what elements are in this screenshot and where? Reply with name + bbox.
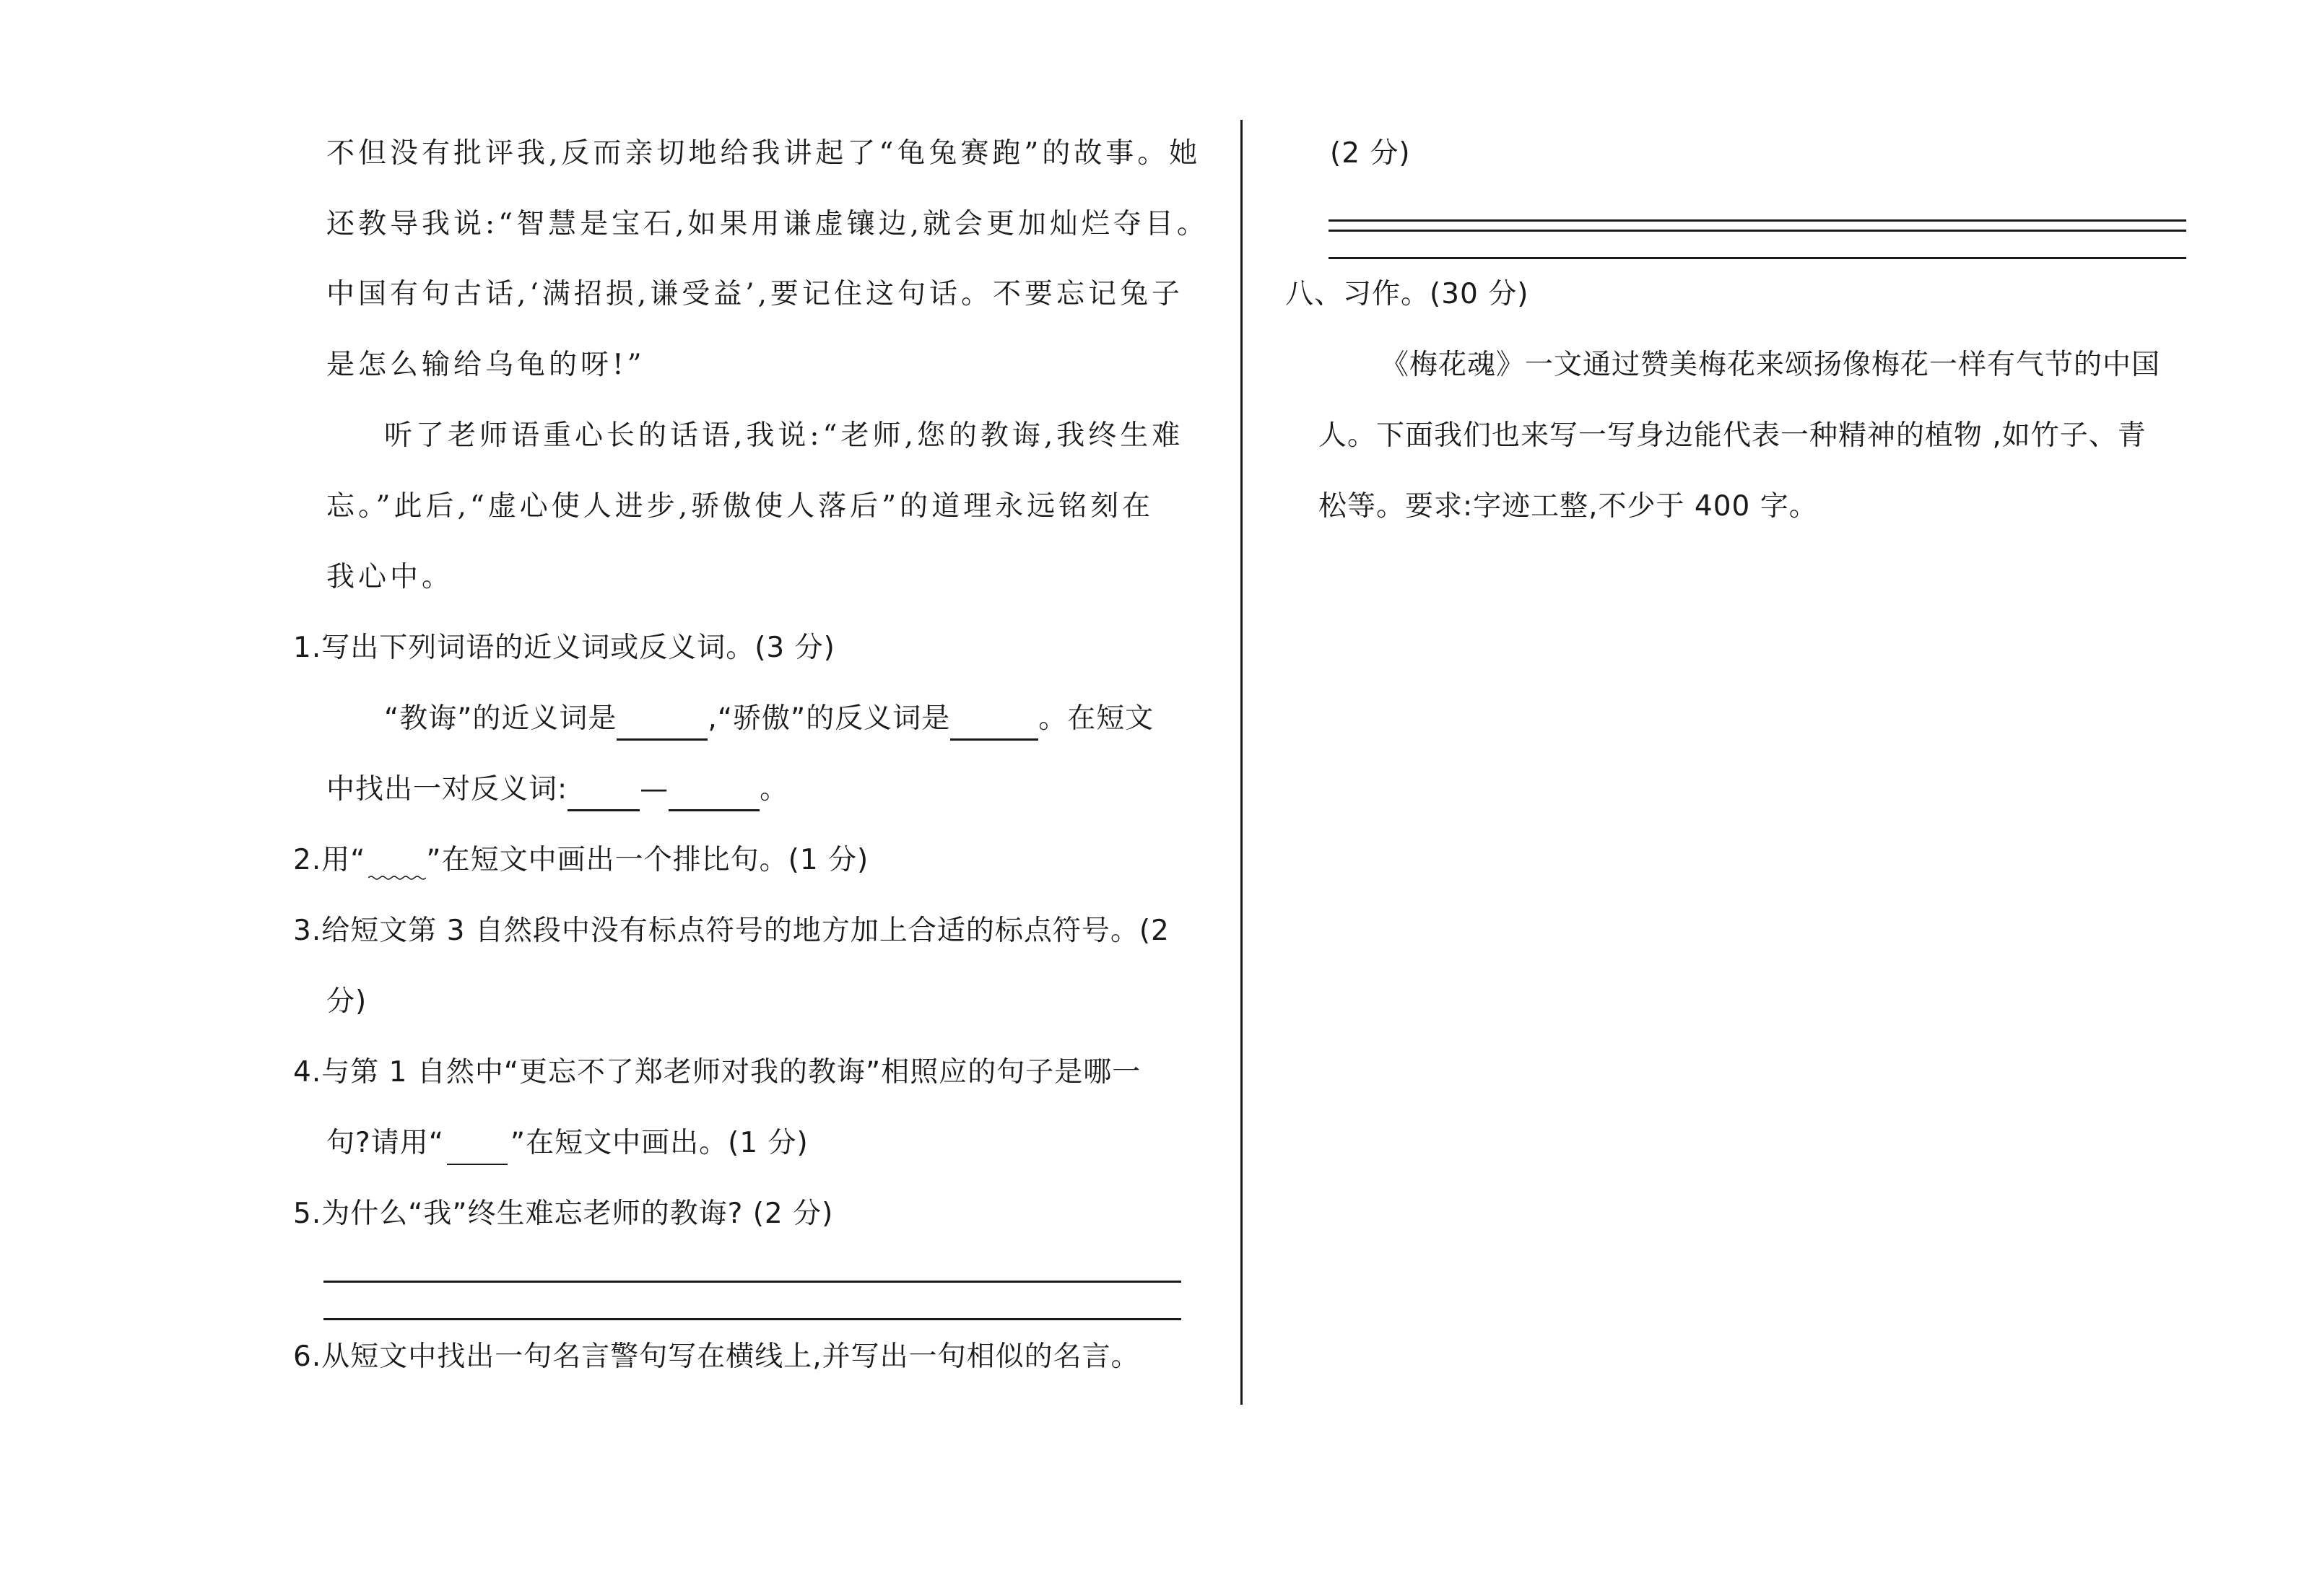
wavy-underline-mark (365, 853, 426, 882)
answer-line[interactable] (1329, 257, 2186, 259)
passage-line: 忘。”此后,“虚心使人进步,骄傲使人落后”的道理永远铭刻在 (326, 490, 1154, 523)
answer-blank-pair-a[interactable] (568, 777, 640, 811)
answer-line[interactable] (323, 1281, 1181, 1283)
answer-line[interactable] (1329, 230, 2186, 232)
question-1-title: 1.写出下列词语的近义词或反义词。(3 分) (293, 632, 835, 664)
question-6-title: 6.从短文中找出一句名言警句写在横线上,并写出一句相似的名言。 (293, 1340, 1140, 1373)
q4-prefix: 句?请用“ (326, 1127, 444, 1159)
passage-line: 是怎么输给乌龟的呀!” (326, 349, 645, 381)
question-5-title: 5.为什么“我”终生难忘老师的教诲? (2 分) (293, 1198, 834, 1230)
answer-blank-pair-b[interactable] (669, 777, 760, 811)
q2-prefix: 2.用“ (293, 844, 366, 876)
passage-line: 中国有句古话,‘满招损,谦受益’,要记住这句话。不要忘记兔子 (326, 278, 1183, 310)
essay-prompt-line: 人。下面我们也来写一写身边能代表一种精神的植物 ,如竹子、青 (1318, 419, 2147, 452)
q2-suffix: ”在短文中画出一个排比句。(1 分) (426, 844, 869, 876)
passage-line: 还教导我说:“智慧是宝石,如果用谦虚镶边,就会更加灿烂夺目。 (326, 208, 1209, 240)
question-6-score: (2 分) (1330, 137, 1411, 170)
q1-text-b: ,“骄傲”的反义词是 (708, 702, 951, 735)
q1-end: 。 (760, 773, 789, 806)
answer-line[interactable] (323, 1318, 1181, 1320)
straight-underline-mark (447, 1136, 508, 1165)
passage-line: 我心中。 (326, 561, 454, 593)
question-3-line-2: 分) (326, 985, 368, 1018)
q4-suffix: ”在短文中画出。(1 分) (510, 1127, 809, 1159)
q1-text-c: 。在短文 (1038, 702, 1154, 735)
question-3-line-1: 3.给短文第 3 自然段中没有标点符号的地方加上合适的标点符号。(2 (293, 915, 1170, 947)
essay-prompt-line: 松等。要求:字迹工整,不少于 400 字。 (1318, 490, 1818, 523)
question-4-line-1: 4.与第 1 自然中“更忘不了郑老师对我的教诲”相照应的句子是哪一 (293, 1056, 1142, 1089)
q1-text-a: “教诲”的近义词是 (384, 702, 617, 735)
q1-dash: — (640, 773, 669, 806)
essay-prompt-line: 《梅花魂》一文通过赞美梅花来颂扬像梅花一样有气节的中国 (1380, 349, 2161, 381)
answer-blank-antonym[interactable] (950, 707, 1038, 741)
column-divider (1240, 120, 1243, 1405)
question-1-line-2 (326, 768, 788, 811)
question-4-line-2 (326, 1122, 809, 1165)
section-8-title: 八、习作。(30 分) (1285, 278, 1529, 310)
passage-line: 听了老师语重心长的话语,我说:“老师,您的教诲,我终生难 (384, 419, 1184, 452)
q1-text-d: 中找出一对反义词: (326, 773, 568, 806)
answer-line[interactable] (1329, 219, 2186, 222)
passage-line: 不但没有批评我,反而亲切地给我讲起了“龟兔赛跑”的故事。她 (326, 137, 1201, 170)
answer-blank-synonym[interactable] (617, 707, 708, 741)
question-1-line-1 (384, 697, 1154, 741)
question-2 (293, 839, 869, 882)
